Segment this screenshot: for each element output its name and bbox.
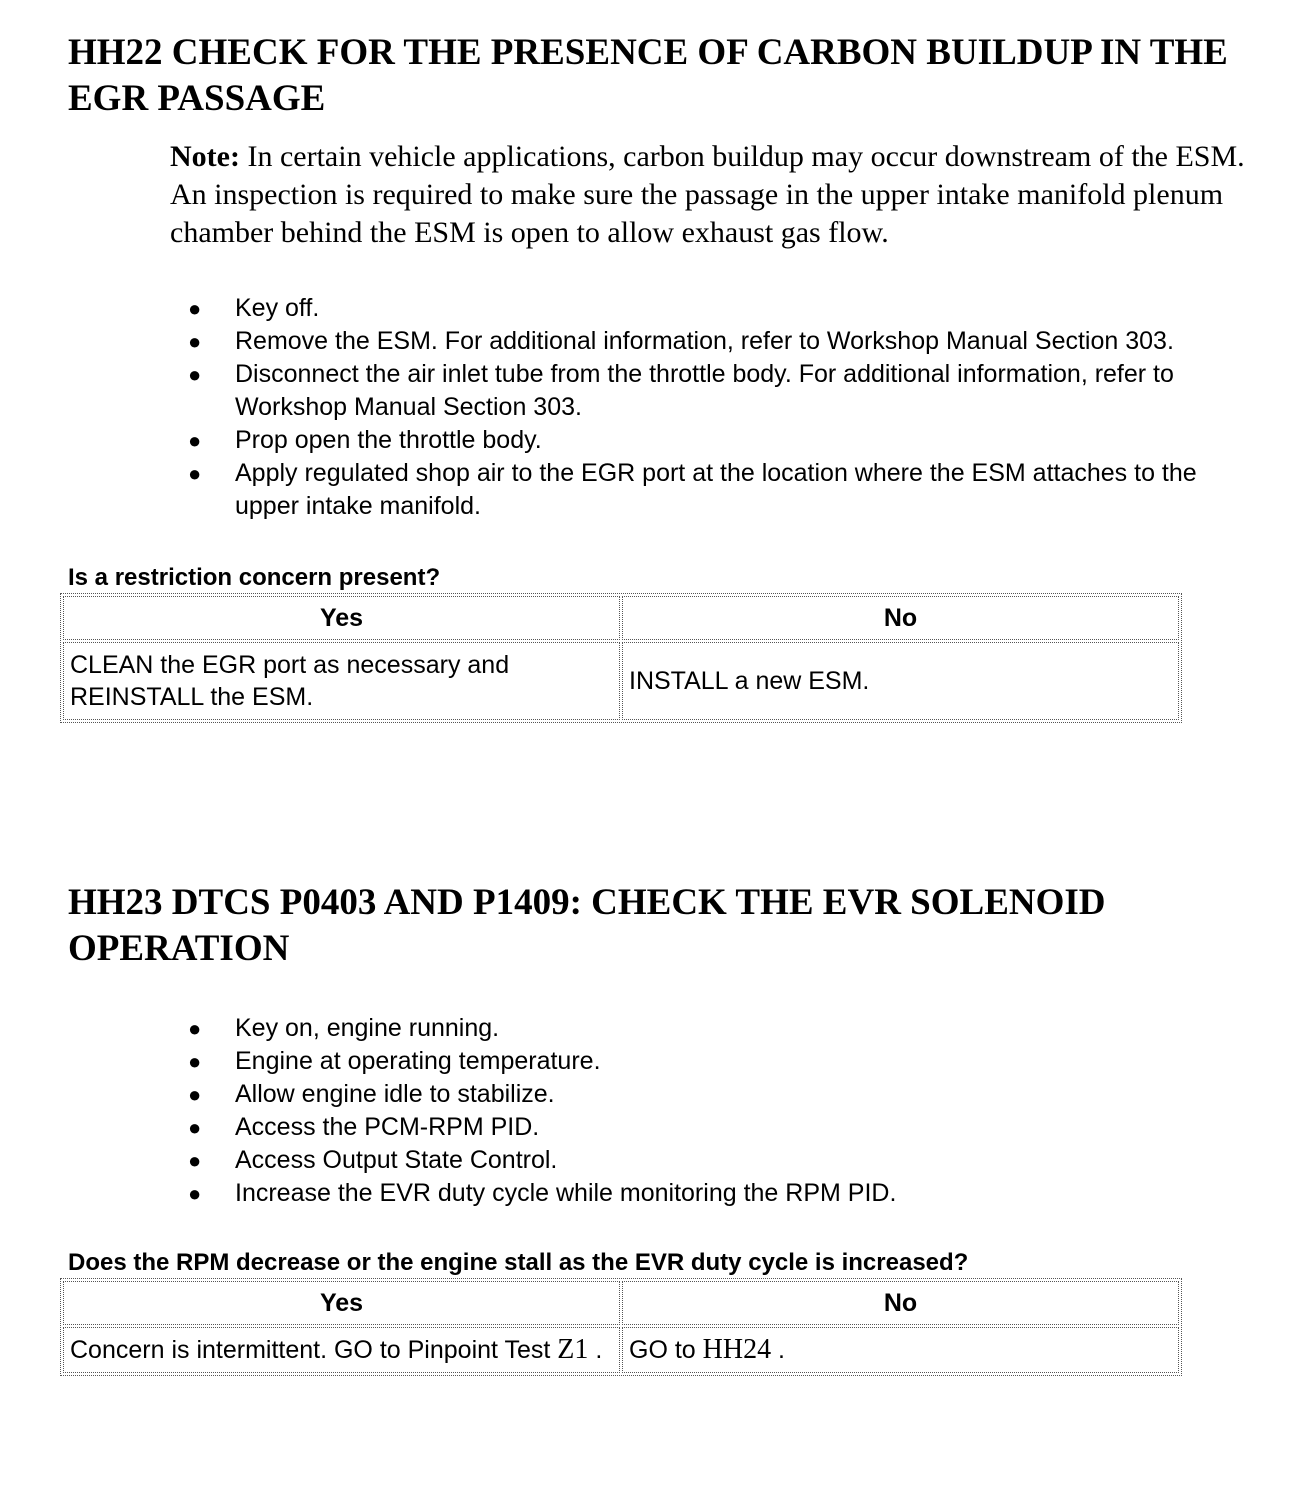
table-row xyxy=(63,642,1179,720)
step-item: ● Disconnect the air inlet tube from the throttle body. For additional information, refer to Workshop Manual Section 303. xyxy=(188,360,1174,421)
bullet-icon: ● xyxy=(188,1016,202,1041)
step-item: ● Prop open the throttle body. xyxy=(188,424,1265,457)
yes-header: Yes xyxy=(63,1281,620,1325)
step-item: ● Increase the EVR duty cycle while monitoring the RPM PID. xyxy=(188,1177,1265,1210)
decision-question: Does the RPM decrease or the engine stall as the EVR duty cycle is increased? xyxy=(68,1249,969,1276)
step-item: ● Access the PCM-RPM PID. xyxy=(188,1111,1265,1144)
bullet-icon: ● xyxy=(188,1115,202,1140)
bullet-icon: ● xyxy=(188,296,202,321)
step-hh24-link[interactable]: HH24 xyxy=(702,1334,772,1365)
decision-table xyxy=(60,593,1182,723)
bullet-icon: ● xyxy=(188,1049,202,1074)
bullet-icon: ● xyxy=(188,1148,202,1173)
bullet-icon: ● xyxy=(188,329,202,354)
no-header: No xyxy=(622,596,1179,640)
section-title: HH22 CHECK FOR THE PRESENCE OF CARBON BUILDUP IN THE EGR PASSAGE xyxy=(68,32,1228,119)
yes-header: Yes xyxy=(63,596,620,640)
step-list xyxy=(68,292,1268,523)
note-label: Note: xyxy=(170,140,240,173)
bullet-icon: ● xyxy=(188,362,202,387)
bullet-icon: ● xyxy=(188,1082,202,1107)
step-item: ● Apply regulated shop air to the EGR port at the location where the ESM attaches to the upper intake manifold. xyxy=(188,459,1197,520)
bullet-icon: ● xyxy=(188,428,202,453)
section-hh23 xyxy=(68,880,1268,1376)
yes-action: Concern is intermittent. GO to Pinpoint Test Z1 . xyxy=(63,1327,620,1373)
no-action: INSTALL a new ESM. xyxy=(622,642,1179,720)
pinpoint-test-link[interactable]: Z1 xyxy=(557,1334,589,1365)
step-item: ● Key off. xyxy=(188,292,1265,325)
note-paragraph xyxy=(170,138,1260,252)
step-item: ● Remove the ESM. For additional information, refer to Workshop Manual Section 303. xyxy=(188,325,1265,358)
no-action: GO to HH24 . xyxy=(622,1327,1179,1373)
bullet-icon: ● xyxy=(188,461,202,486)
step-item: ● Engine at operating temperature. xyxy=(188,1045,1265,1078)
step-list xyxy=(68,1012,1268,1210)
yes-action: CLEAN the EGR port as necessary and REINSTALL the ESM. xyxy=(63,642,620,720)
table-row xyxy=(63,1327,1179,1373)
section-hh22 xyxy=(68,30,1268,723)
decision-table xyxy=(60,1278,1182,1376)
step-item: ● Key on, engine running. xyxy=(188,1012,1265,1045)
step-item: ● Access Output State Control. xyxy=(188,1144,1265,1177)
table-header-row xyxy=(63,596,1179,640)
table-header-row xyxy=(63,1281,1179,1325)
note-text: In certain vehicle applications, carbon buildup may occur downstream of the ESM. An inspection is required to make sure the passage in the upper intake manifold plenum chamber behind the ESM is open to allow exhaust gas flow. xyxy=(170,140,1245,249)
step-item: ● Allow engine idle to stabilize. xyxy=(188,1078,1265,1111)
bullet-icon: ● xyxy=(188,1181,202,1206)
no-header: No xyxy=(622,1281,1179,1325)
section-title: HH23 DTCS P0403 AND P1409: CHECK THE EVR SOLENOID OPERATION xyxy=(68,882,1106,969)
decision-question: Is a restriction concern present? xyxy=(68,564,441,591)
